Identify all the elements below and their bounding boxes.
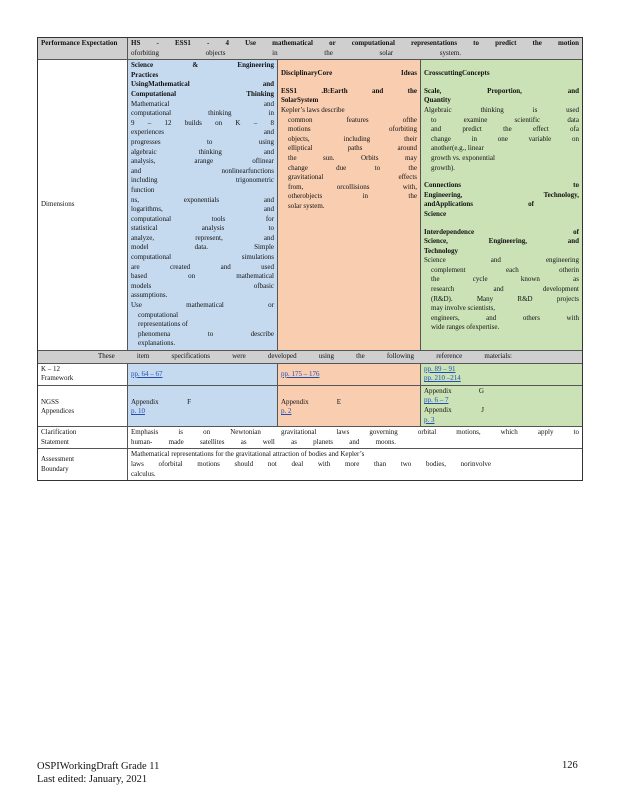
ngss-appendices-label xyxy=(38,386,128,426)
k12-ccc-link[interactable]: pp. 89 – 91 xyxy=(424,364,456,373)
k12-label-line: K – 12 xyxy=(41,364,61,373)
assessment-label-line: Assessment xyxy=(41,455,75,464)
ngss-sep-link[interactable]: p. 10 xyxy=(131,407,145,416)
sep-line: computational tools for xyxy=(131,214,274,223)
sep-line: are created and used xyxy=(131,262,274,271)
dci-title: DisciplinaryCore Ideas xyxy=(281,69,417,78)
ccc-line: growth vs. exponential xyxy=(431,153,495,162)
k12-ccc-cell xyxy=(421,364,582,385)
footer-draft-label: OSPIWorkingDraft Grade 11 xyxy=(37,761,160,772)
ngss-appendices-row xyxy=(38,386,582,427)
dci-line: common features ofthe xyxy=(288,115,417,124)
reference-note-row xyxy=(38,351,582,364)
ngss-ccc-link[interactable]: pp. 6 – 7 xyxy=(424,396,449,405)
ccc-line-2: the cycle known as xyxy=(431,275,579,284)
sep-line: 9 – 12 builds on K – 8 xyxy=(131,118,274,127)
interdependence-title-2: Science, Engineering, and xyxy=(424,237,579,246)
sep-bullet-line: representations of xyxy=(138,320,188,329)
dimensions-label: Dimensions xyxy=(38,60,128,350)
dci-line: solar system. xyxy=(288,201,325,210)
ngss-ccc-cell xyxy=(421,386,582,426)
sep-line: progresses to using xyxy=(131,137,274,146)
connections-title-2: Engineering, Technology, xyxy=(424,190,579,199)
clarification-line: human- made satellites as well as planets and moons. xyxy=(131,437,396,446)
assessment-boundary-text xyxy=(128,449,582,480)
item-specification-table xyxy=(37,37,583,481)
ngss-ccc-appendix: Appendix J xyxy=(424,405,484,414)
ngss-label-line: Appendices xyxy=(41,407,75,416)
pe-line-2: oforbiting objects in the solar system. xyxy=(131,48,461,57)
performance-expectation-row xyxy=(38,38,582,60)
assessment-line: Mathematical representations for the gravitational attraction of bodies and Kepler’s xyxy=(131,450,365,459)
ccc-line-2: complement each otherin xyxy=(431,265,579,274)
sep-line: model data. Simple xyxy=(131,243,274,252)
clarification-line: Emphasis is on Newtonian gravitational laws governing orbital motions, which apply to xyxy=(131,428,579,437)
sep-title-2: Practices xyxy=(131,70,159,79)
ccc-line: to examine scientific data xyxy=(431,115,579,124)
ccc-sub-2: Quantity xyxy=(424,96,451,105)
assessment-line: calculus. xyxy=(131,469,156,478)
reference-note: These item specifications were developed using the following reference materials: xyxy=(98,352,512,360)
sep-column xyxy=(128,60,278,350)
assessment-line: laws oforbital motions should not deal with more than two bodies, norinvolve xyxy=(131,459,491,468)
k12-label-line: Framework xyxy=(41,374,74,383)
clarification-label-line: Clarification xyxy=(41,428,77,437)
sep-title-1: Science & Engineering xyxy=(131,61,274,70)
dci-line: otherobjects in the xyxy=(288,192,417,201)
dci-line: change due to the xyxy=(288,163,417,172)
sep-line: computational simulations xyxy=(131,253,274,262)
ngss-dci-appendix: Appendix E xyxy=(281,397,341,406)
sep-line: based on mathematical xyxy=(131,272,274,281)
k12-framework-row xyxy=(38,364,582,386)
clarification-text xyxy=(128,427,582,448)
dci-sub-2: SolarSystem xyxy=(281,96,319,105)
k12-sep-link[interactable]: pp. 64 – 67 xyxy=(131,369,163,378)
sep-line: assumptions. xyxy=(131,291,168,300)
ngss-dci-cell xyxy=(278,386,421,426)
dci-line: gravitational effects xyxy=(288,173,417,182)
ccc-sub-1: Scale, Proportion, and xyxy=(424,86,579,95)
k12-dci-link[interactable]: pp. 175 – 176 xyxy=(281,369,320,378)
dci-line: elliptical paths around xyxy=(288,144,417,153)
assessment-boundary-row xyxy=(38,449,582,480)
dci-column xyxy=(278,60,421,350)
dci-line: motions oforbiting xyxy=(288,125,417,134)
sep-line: analysis, arange oflinear xyxy=(131,157,274,166)
interdependence-title-3: Technology xyxy=(424,246,458,255)
sep-line: experiences and xyxy=(131,128,274,137)
dimensions-row xyxy=(38,60,582,351)
ccc-column xyxy=(421,60,582,350)
ngss-sep-appendix: Appendix F xyxy=(131,397,191,406)
sep-bullet-line: phenomena to describe xyxy=(138,329,274,338)
ccc-line-2: (R&D). Many R&D projects xyxy=(431,294,579,303)
k12-sep-cell xyxy=(128,364,278,385)
sep-line: function xyxy=(131,185,155,194)
ccc-line: and predict the effect ofa xyxy=(431,125,579,134)
dci-bullet: Kepler’s laws describe xyxy=(281,105,345,114)
dci-sub-1: ESS1 .B:Earth and the xyxy=(281,86,417,95)
sep-line: analyze, represent, and xyxy=(131,233,274,242)
footer-last-edited: Last edited: January, 2021 xyxy=(37,774,148,785)
dci-line: from, orcollisions with, xyxy=(288,182,417,191)
sep-bullet-line: explanations. xyxy=(138,339,176,348)
sep-line: ns, exponentials and xyxy=(131,195,274,204)
page-footer xyxy=(37,760,159,786)
sep-title-3: UsingMathematical and xyxy=(131,80,274,89)
ccc-line-2: research and development xyxy=(431,285,579,294)
page-number: 126 xyxy=(562,760,578,771)
assessment-label-line: Boundary xyxy=(41,464,69,473)
k12-ccc-link[interactable]: pp. 210 –214 xyxy=(424,374,461,383)
pe-line-1: HS - ESS1 - 4 Use mathematical or computational representations to predict the motion xyxy=(131,39,579,47)
performance-expectation-label: Performance Expectation xyxy=(38,38,128,59)
ccc-line-2: may involve scientists, xyxy=(431,304,495,313)
assessment-boundary-label xyxy=(38,449,128,480)
clarification-label-line: Statement xyxy=(41,437,69,446)
ccc-bullet-2: Science and engineering xyxy=(424,256,579,265)
ccc-line: another(e.g., linear xyxy=(431,144,484,153)
sep-line: and nonlinearfunctions xyxy=(131,166,274,175)
ccc-line: change in one variable on xyxy=(431,134,579,143)
connections-title-1: Connections to xyxy=(424,181,579,190)
sep-line: Mathematical and xyxy=(131,99,274,108)
sep-line: statistical analysis to xyxy=(131,224,274,233)
connections-title-4: Science xyxy=(424,209,447,218)
ngss-ccc-link[interactable]: p. 3 xyxy=(424,415,435,424)
ccc-title: CrosscuttingConcepts xyxy=(424,69,490,78)
k12-dci-cell xyxy=(278,364,421,385)
sep-bullet: Use mathematical or xyxy=(131,301,274,310)
sep-bullet-line: computational xyxy=(138,310,179,319)
performance-expectation-text xyxy=(128,38,582,59)
interdependence-title-1: Interdependence of xyxy=(424,227,579,236)
sep-title-4: Computational Thinking xyxy=(131,89,274,98)
ccc-line: growth). xyxy=(431,163,455,172)
clarification-label xyxy=(38,427,128,448)
ccc-line-2: engineers, and others with xyxy=(431,313,579,322)
clarification-row xyxy=(38,427,582,449)
ngss-label-line: NGSS xyxy=(41,397,59,406)
dci-line: the sun. Orbits may xyxy=(288,153,417,162)
dci-line: objects, including their xyxy=(288,134,417,143)
connections-title-3: andApplications of xyxy=(424,200,534,209)
ngss-dci-link[interactable]: p. 2 xyxy=(281,407,292,416)
k12-framework-label xyxy=(38,364,128,385)
sep-line: models ofbasic xyxy=(131,281,274,290)
sep-line: including trigonometric xyxy=(131,176,274,185)
ngss-sep-cell xyxy=(128,386,278,426)
ngss-ccc-appendix: Appendix G xyxy=(424,386,484,395)
ccc-line-2: wide ranges ofexpertise. xyxy=(431,323,500,332)
ccc-bullet: Algebraic thinking is used xyxy=(424,105,579,114)
sep-line: algebraic thinking and xyxy=(131,147,274,156)
sep-line: logarithms, and xyxy=(131,205,274,214)
sep-line: computational thinking in xyxy=(131,109,274,118)
